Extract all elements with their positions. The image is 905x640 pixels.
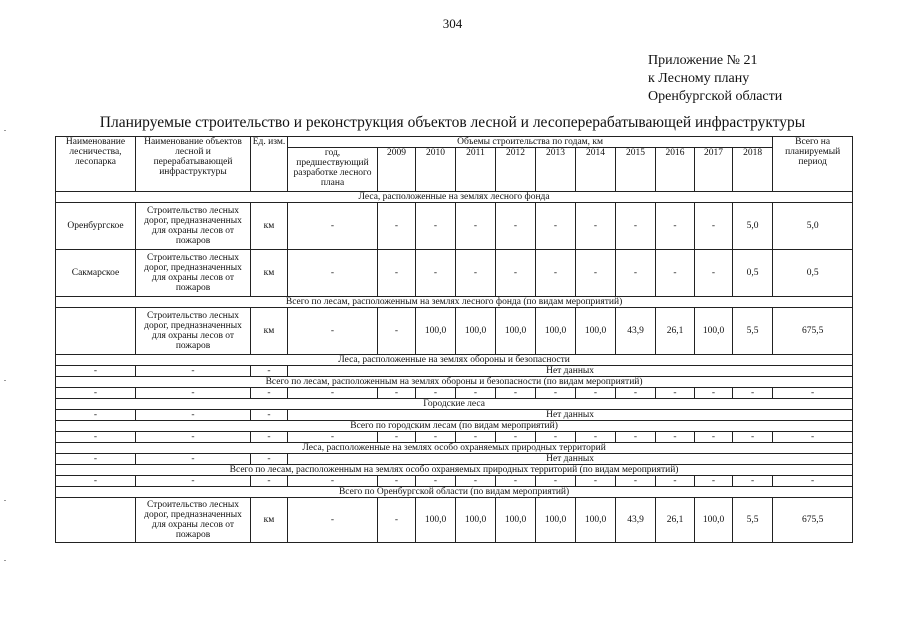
object-name: Строительство лесных дорог, предназначенных для охраны лесов от пожаров [136, 203, 251, 250]
value-cell: 100,0 [536, 308, 576, 355]
section-title: Леса, расположенные на землях лесного фонда [56, 192, 853, 203]
object-name: Строительство лесных дорог, предназначенных для охраны лесов от пожаров [136, 498, 251, 543]
value-cell: 100,0 [456, 498, 496, 543]
dash-cell: - [576, 476, 616, 487]
section-title: Городские леса [56, 399, 853, 410]
dash-cell: - [695, 388, 733, 399]
dash-cell: - [56, 432, 136, 443]
section-title: Леса, расположенные на землях обороны и безопасности [56, 355, 853, 366]
dash-cell: - [251, 432, 288, 443]
dash-cell: - [251, 454, 288, 465]
scan-mark [4, 380, 6, 381]
header-year: 2015 [616, 148, 656, 192]
header-object: Наименование объектов лесной и перерабатывающей инфраструктуры [136, 137, 251, 192]
dash-row [56, 476, 853, 487]
unit-cell: км [251, 308, 288, 355]
value-cell: 43,9 [616, 308, 656, 355]
dash-cell: - [136, 476, 251, 487]
value-cell: - [378, 203, 416, 250]
value-cell: - [288, 308, 378, 355]
value-cell: - [288, 498, 378, 543]
dash-cell: - [56, 366, 136, 377]
forestry-name [56, 498, 136, 543]
value-cell: - [416, 203, 456, 250]
dash-cell: - [733, 432, 773, 443]
scan-mark [4, 130, 6, 131]
dash-cell: - [733, 388, 773, 399]
value-cell: 100,0 [456, 308, 496, 355]
dash-cell: - [136, 366, 251, 377]
dash-cell: - [773, 388, 853, 399]
dash-cell: - [288, 388, 378, 399]
value-cell: - [456, 250, 496, 297]
total-cell: 675,5 [773, 308, 853, 355]
section-title: Всего по лесам, расположенным на землях особо охраняемых природных территорий (по видам мероприятий) [56, 465, 853, 476]
section-row [56, 377, 853, 388]
dash-cell: - [456, 476, 496, 487]
value-cell: 100,0 [695, 308, 733, 355]
dash-cell: - [56, 476, 136, 487]
header-year: 2016 [656, 148, 695, 192]
value-cell: - [695, 250, 733, 297]
dash-cell: - [378, 432, 416, 443]
dash-row [56, 388, 853, 399]
dash-cell: - [136, 388, 251, 399]
header-unit: Ед. изм. [251, 137, 288, 192]
header-year: 2018 [733, 148, 773, 192]
value-cell: - [616, 250, 656, 297]
dash-cell: - [416, 432, 456, 443]
section-row [56, 465, 853, 476]
dash-cell: - [536, 432, 576, 443]
value-cell: - [656, 203, 695, 250]
dash-cell: - [496, 388, 536, 399]
no-data-cell: Нет данных [288, 366, 853, 377]
dash-row [56, 432, 853, 443]
section-row [56, 443, 853, 454]
dash-cell: - [695, 432, 733, 443]
header-total: Всего на планируемый период [773, 137, 853, 192]
appendix-line: к Лесному плану [648, 71, 750, 86]
no-data-cell: Нет данных [288, 410, 853, 421]
section-row [56, 192, 853, 203]
section-row [56, 421, 853, 432]
dash-cell: - [136, 432, 251, 443]
header-year: 2013 [536, 148, 576, 192]
value-cell: - [378, 308, 416, 355]
value-cell: - [496, 250, 536, 297]
value-cell: - [536, 203, 576, 250]
header-row [56, 137, 853, 148]
section-row [56, 355, 853, 366]
dash-cell: - [496, 432, 536, 443]
dash-cell: - [136, 454, 251, 465]
dash-cell: - [695, 476, 733, 487]
dash-cell: - [288, 476, 378, 487]
scan-mark [4, 500, 6, 501]
no-data-row [56, 366, 853, 377]
value-cell: 100,0 [576, 498, 616, 543]
dash-cell: - [251, 410, 288, 421]
unit-cell: км [251, 250, 288, 297]
dash-cell: - [496, 476, 536, 487]
value-cell: 100,0 [416, 498, 456, 543]
dash-cell: - [456, 432, 496, 443]
header-year: 2012 [496, 148, 536, 192]
appendix-note [648, 52, 782, 106]
appendix-line: Приложение № 21 [648, 53, 758, 68]
value-cell: 100,0 [416, 308, 456, 355]
value-cell: 100,0 [576, 308, 616, 355]
value-cell: - [576, 250, 616, 297]
total-cell: 0,5 [773, 250, 853, 297]
dash-cell: - [773, 432, 853, 443]
section-row [56, 399, 853, 410]
value-cell: - [378, 498, 416, 543]
dash-cell: - [56, 388, 136, 399]
no-data-row [56, 454, 853, 465]
document-title: Планируемые строительство и реконструкция объектов лесной и лесоперерабатывающей инфраструктуры [99, 114, 806, 131]
header-year: 2017 [695, 148, 733, 192]
dash-cell: - [576, 388, 616, 399]
object-name: Строительство лесных дорог, предназначенных для охраны лесов от пожаров [136, 250, 251, 297]
dash-cell: - [616, 388, 656, 399]
dash-cell: - [733, 476, 773, 487]
dash-cell: - [656, 432, 695, 443]
infrastructure-table [55, 136, 853, 543]
forestry-name: Оренбургское [56, 203, 136, 250]
forestry-name [56, 308, 136, 355]
table-row [56, 203, 853, 250]
dash-cell: - [536, 476, 576, 487]
table-row [56, 308, 853, 355]
no-data-row [56, 410, 853, 421]
value-cell: 5,5 [733, 308, 773, 355]
value-cell: 26,1 [656, 498, 695, 543]
dash-cell: - [251, 388, 288, 399]
section-row [56, 487, 853, 498]
value-cell: 43,9 [616, 498, 656, 543]
header-volume-group: Объемы строительства по годам, км [288, 137, 773, 148]
dash-cell: - [416, 476, 456, 487]
table-row [56, 498, 853, 543]
dash-cell: - [576, 432, 616, 443]
section-title: Леса, расположенные на землях особо охраняемых природных территорий [56, 443, 853, 454]
dash-cell: - [56, 454, 136, 465]
header-year: 2009 [378, 148, 416, 192]
dash-cell: - [616, 432, 656, 443]
table-row [56, 250, 853, 297]
dash-cell: - [656, 476, 695, 487]
value-cell: 100,0 [496, 498, 536, 543]
dash-cell: - [416, 388, 456, 399]
total-cell: 5,0 [773, 203, 853, 250]
value-cell: - [576, 203, 616, 250]
forestry-name: Сакмарское [56, 250, 136, 297]
dash-cell: - [378, 476, 416, 487]
value-cell: 5,0 [733, 203, 773, 250]
value-cell: 100,0 [536, 498, 576, 543]
scan-mark [4, 560, 6, 561]
value-cell: 100,0 [695, 498, 733, 543]
value-cell: - [416, 250, 456, 297]
header-year: 2011 [456, 148, 496, 192]
unit-cell: км [251, 203, 288, 250]
value-cell: 100,0 [496, 308, 536, 355]
total-cell: 675,5 [773, 498, 853, 543]
value-cell: - [536, 250, 576, 297]
page-number: 304 [442, 16, 463, 31]
value-cell: - [695, 203, 733, 250]
section-title: Всего по лесам, расположенным на землях лесного фонда (по видам мероприятий) [56, 297, 853, 308]
value-cell: - [378, 250, 416, 297]
value-cell: 5,5 [733, 498, 773, 543]
dash-cell: - [136, 410, 251, 421]
dash-cell: - [773, 476, 853, 487]
section-title: Всего по лесам, расположенным на землях обороны и безопасности (по видам мероприятий) [56, 377, 853, 388]
section-row [56, 297, 853, 308]
value-cell: - [456, 203, 496, 250]
value-cell: 26,1 [656, 308, 695, 355]
section-title: Всего по городским лесам (по видам мероприятий) [56, 421, 853, 432]
dash-cell: - [656, 388, 695, 399]
header-prev-year: год, предшествующий разработке лесного плана [288, 148, 378, 192]
value-cell: - [288, 250, 378, 297]
value-cell: 0,5 [733, 250, 773, 297]
value-cell: - [496, 203, 536, 250]
value-cell: - [288, 203, 378, 250]
dash-cell: - [378, 388, 416, 399]
unit-cell: км [251, 498, 288, 543]
dash-cell: - [536, 388, 576, 399]
value-cell: - [656, 250, 695, 297]
dash-cell: - [251, 476, 288, 487]
dash-cell: - [56, 410, 136, 421]
header-year: 2010 [416, 148, 456, 192]
dash-cell: - [616, 476, 656, 487]
no-data-cell: Нет данных [288, 454, 853, 465]
value-cell: - [616, 203, 656, 250]
appendix-line: Оренбургской области [648, 89, 783, 104]
header-year: 2014 [576, 148, 616, 192]
section-title: Всего по Оренбургской области (по видам мероприятий) [56, 487, 853, 498]
dash-cell: - [288, 432, 378, 443]
header-forestry: Наименование лесничества, лесопарка [56, 137, 136, 192]
dash-cell: - [456, 388, 496, 399]
object-name: Строительство лесных дорог, предназначенных для охраны лесов от пожаров [136, 308, 251, 355]
dash-cell: - [251, 366, 288, 377]
